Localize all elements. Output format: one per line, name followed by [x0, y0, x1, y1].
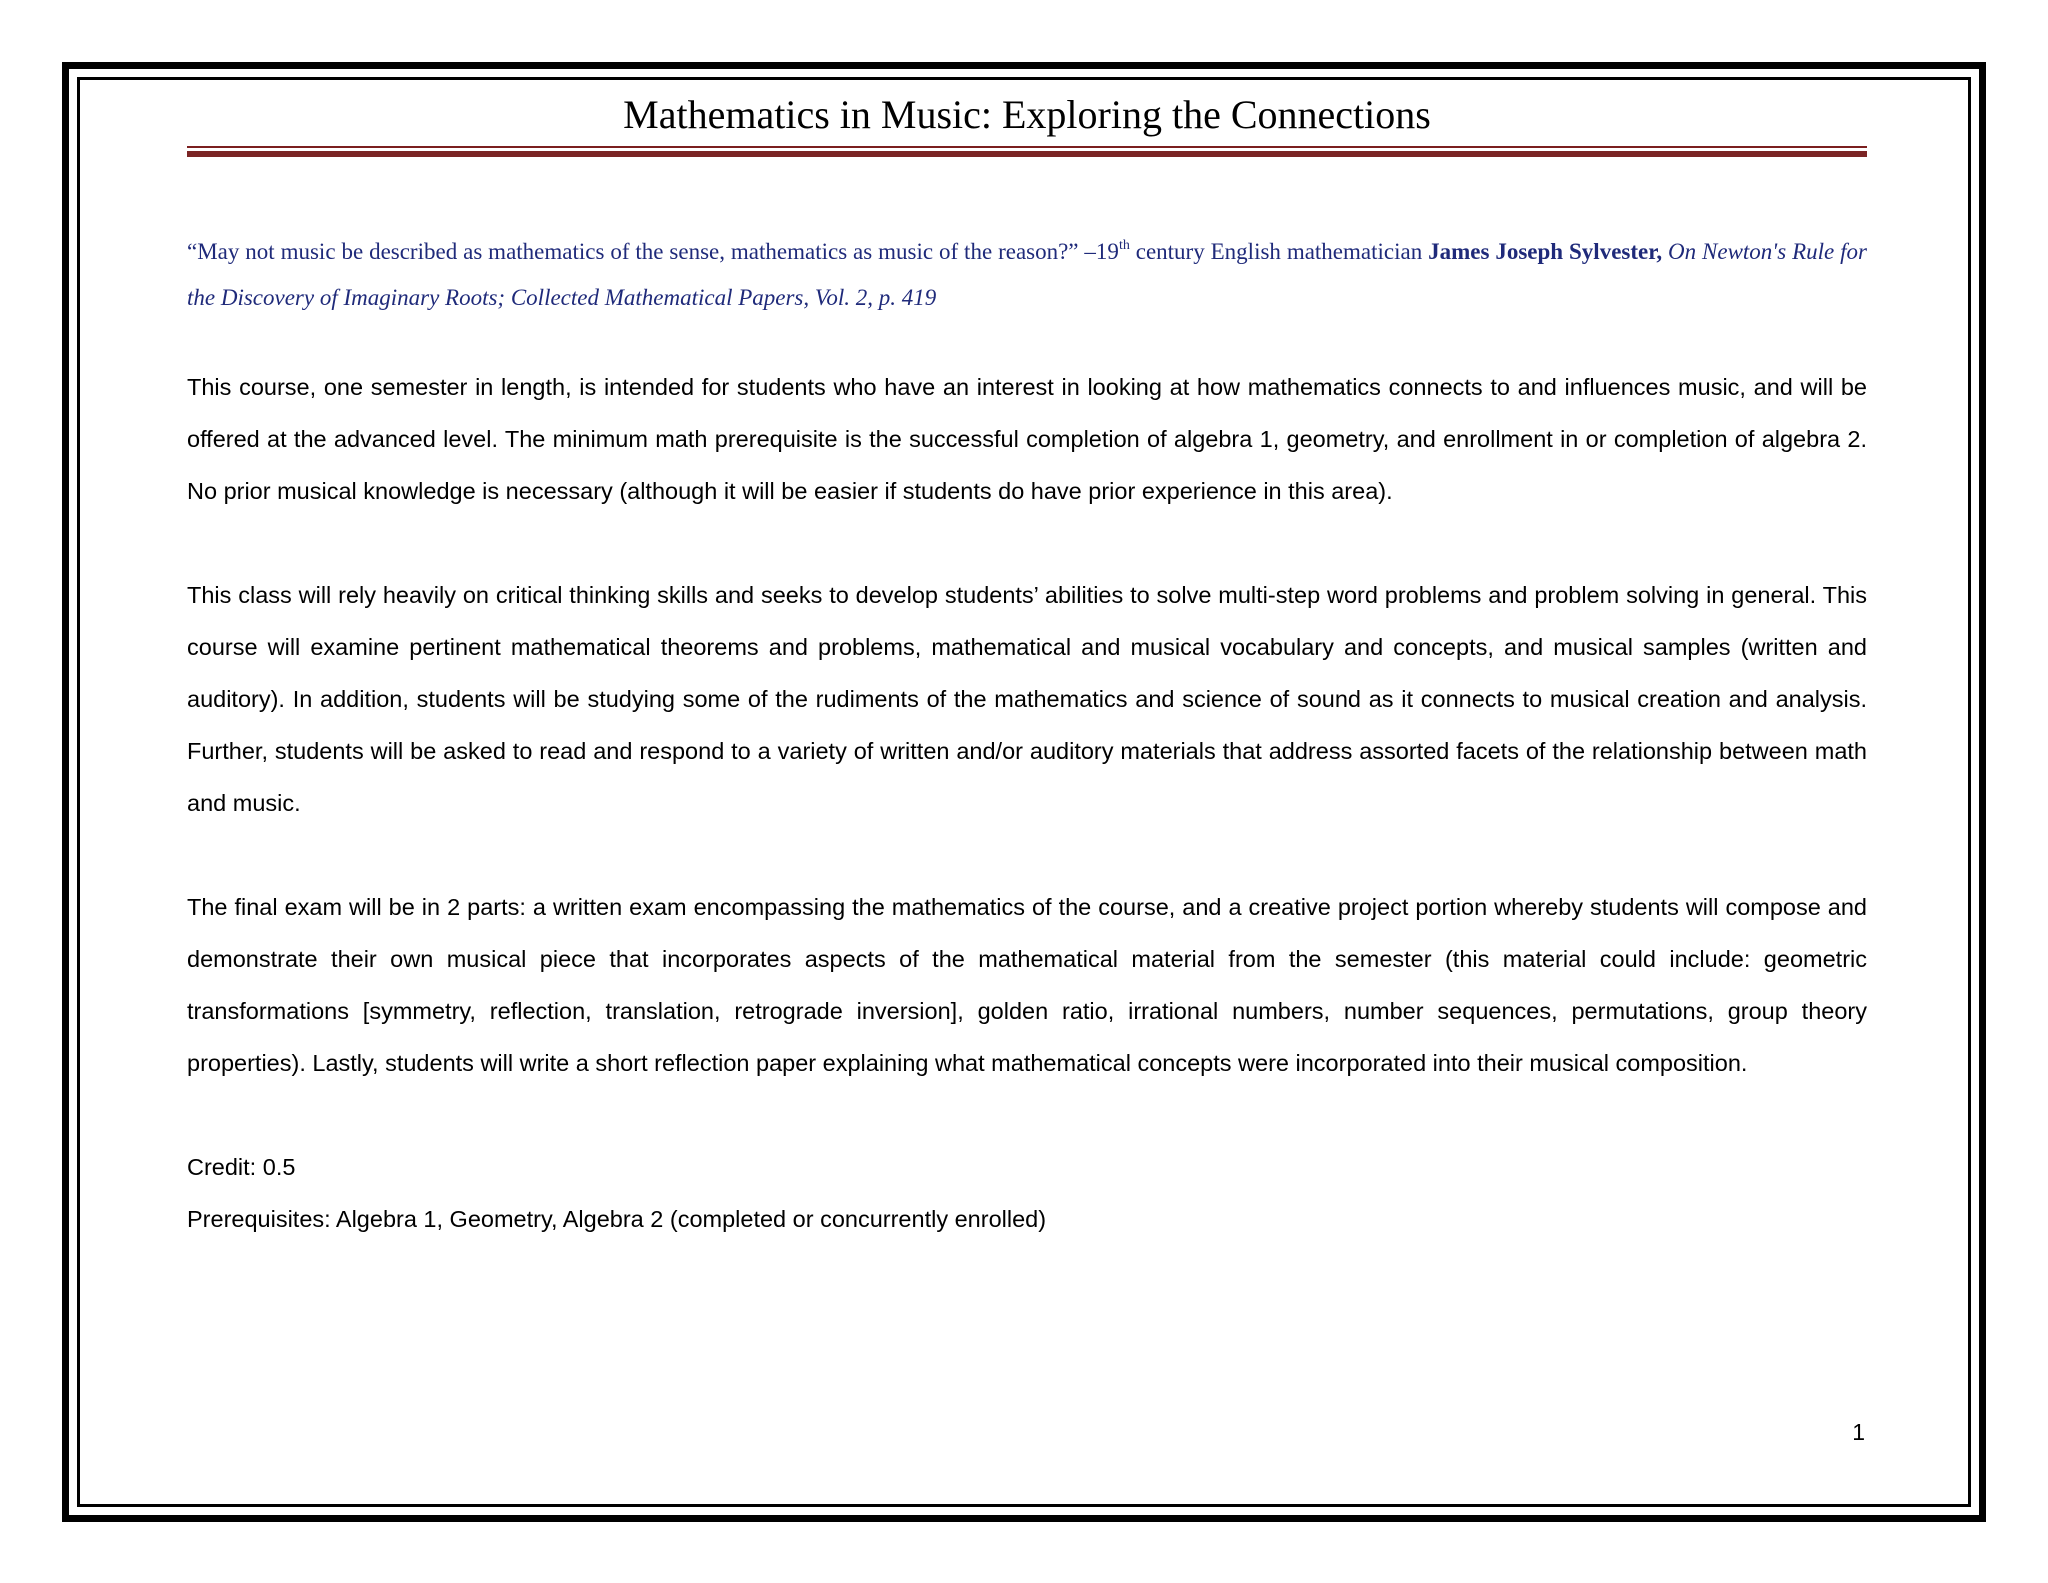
credit-line: Credit: 0.5 — [187, 1154, 296, 1180]
quote-attribution: century English mathematician — [1129, 239, 1429, 264]
document-content — [187, 90, 1867, 1245]
epigraph-quote — [187, 229, 1867, 321]
quote-superscript: th — [1118, 238, 1130, 253]
paragraph-class-skills: This class will rely heavily on critical thinking skills and seeks to develop students’ abilities to solve multi-step word problems and problem solving in general. This course will examine pertinent mathematical theorems and problems, mathematical and musical vocabulary and concepts, and musical samples (written and auditory). In addition, students will be studying some of the rudiments of the mathematics and science of sound as it connects to musical creation and analysis. Further, students will be asked to read and respond to a variety of written and/or auditory materials that address assorted facets of the relationship between math and music. — [187, 582, 1867, 816]
quote-author: James Joseph Sylvester, — [1428, 239, 1663, 264]
page-title: Mathematics in Music: Exploring the Connections — [623, 92, 1431, 137]
quote-text: “May not music be described as mathematics of the sense, mathematics as music of the reason?” –19 — [187, 239, 1119, 264]
prerequisites-line: Prerequisites: Algebra 1, Geometry, Algebra 2 (completed or concurrently enrolled) — [187, 1206, 1047, 1232]
course-meta — [187, 1141, 1867, 1245]
page-number: 1 — [1852, 1419, 1865, 1445]
paragraph-final-exam: The final exam will be in 2 parts: a written exam encompassing the mathematics of the course, and a creative project portion whereby students will compose and demonstrate their own musical piece that incorporates aspects of the mathematical material from the semester (this material could include: geometric transformations [symmetry, reflection, translation, retrograde inversion], golden ratio, irrational numbers, number sequences, permutations, group theory properties). Lastly, students will write a short reflection paper explaining what mathematical concepts were incorporated into their musical composition. — [187, 894, 1867, 1076]
quote-source: On Newton's Rule for the Discovery of Imaginary Roots; Collected Mathematical Papers, Vol. 2, p. 419 — [187, 239, 1867, 310]
title-rule-thin — [187, 146, 1867, 148]
paragraph-course-intro: This course, one semester in length, is intended for students who have an interest in looking at how mathematics connects to and influences music, and will be offered at the advanced level. The minimum math prerequisite is the successful completion of algebra 1, geometry, and enrollment in or completion of algebra 2. No prior musical knowledge is necessary (although it will be easier if students do have prior experience in this area). — [187, 374, 1867, 504]
title-rule-thick — [187, 151, 1867, 157]
